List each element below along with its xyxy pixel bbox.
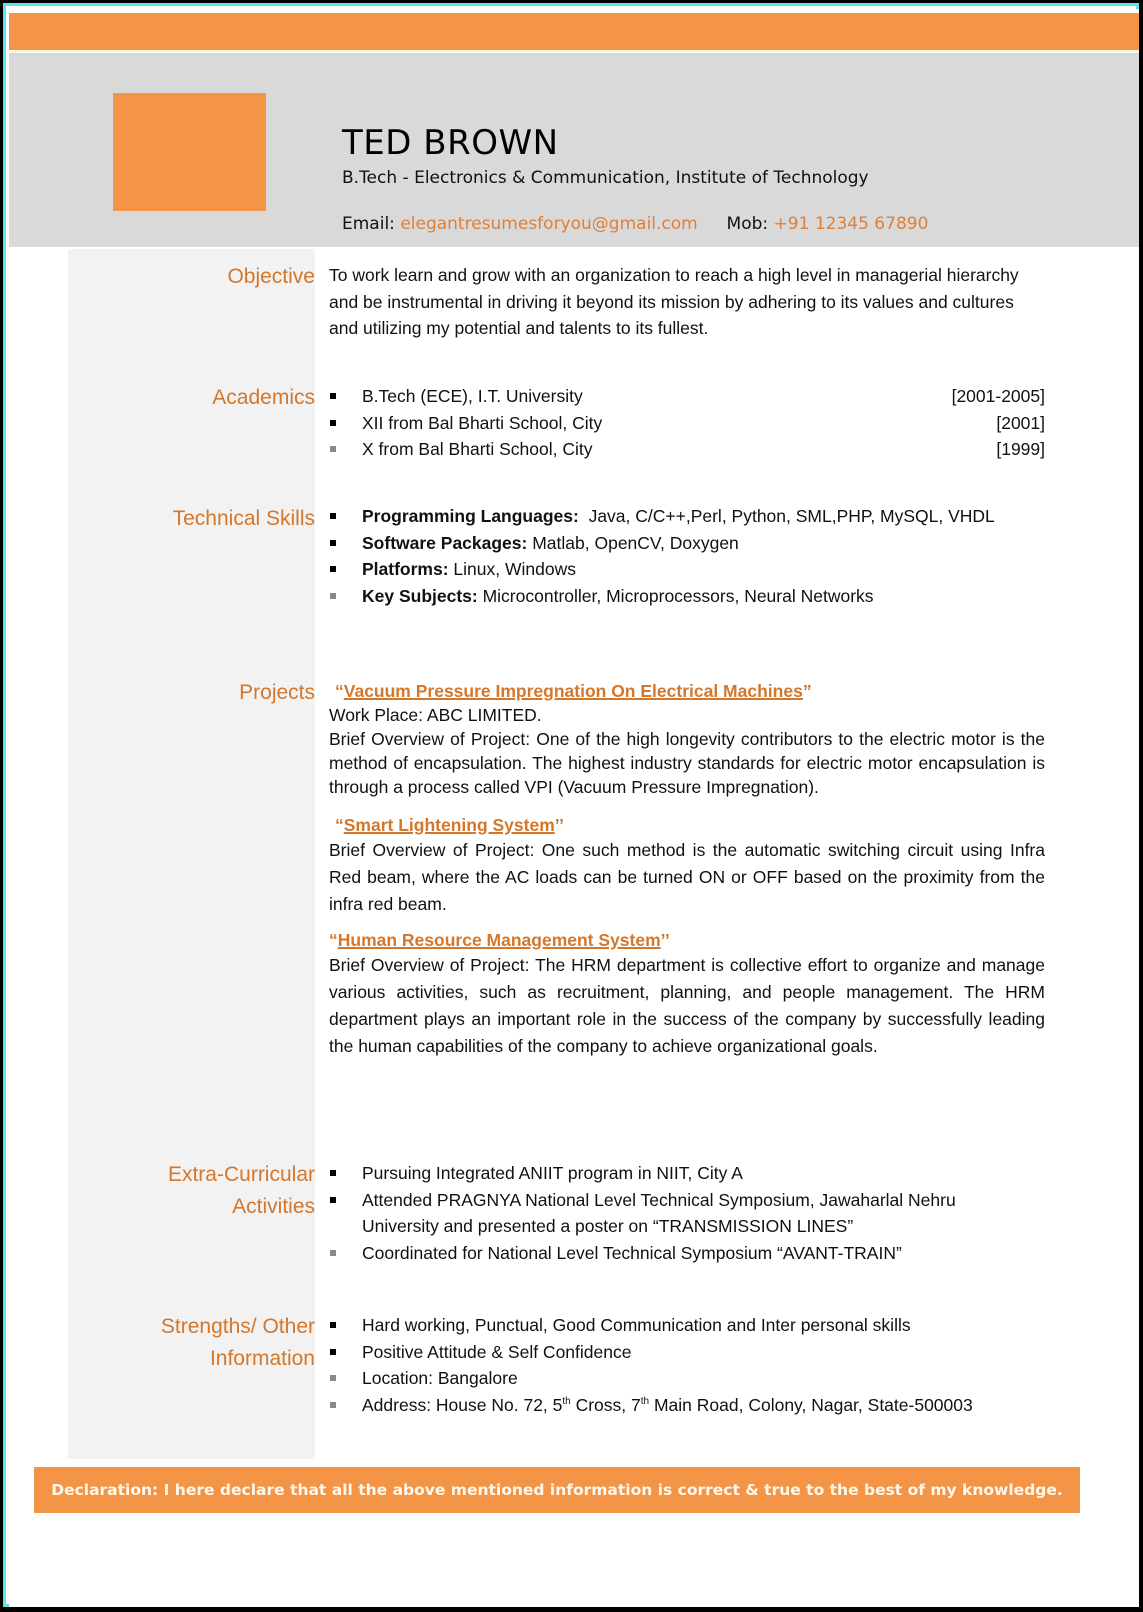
section-label-academics: Academics	[212, 386, 315, 409]
section-label-strengths: Strengths/ Other Information	[160, 1315, 315, 1370]
projects-block	[329, 679, 1045, 1060]
year: [2001-2005]	[951, 386, 1045, 406]
project-title-link[interactable]: Smart Lightening System	[343, 815, 555, 835]
section-label-objective: Objective	[227, 265, 315, 288]
project-title-link[interactable]: Vacuum Pressure Impregnation On Electrical Machines	[343, 681, 803, 701]
objective-text: To work learn and grow with an organization to reach a high level in managerial hierarchy and be instrumental in driving it beyond its mission by adhering to its values and cultures and utilizing my potential and talents to its fullest.	[329, 265, 1019, 338]
resume-header	[9, 53, 1139, 247]
list-item: Pursuing Integrated ANIIT program in NIIT, City A	[329, 1160, 1045, 1187]
strengths-list	[329, 1312, 1045, 1418]
page-frame	[3, 3, 1139, 1607]
list-item: Hard working, Punctual, Good Communication and Inter personal skills	[329, 1312, 1045, 1339]
section-label-projects: Projects	[239, 681, 315, 704]
list-item-address: Address: House No. 72, 5th Cross, 7th Main Road, Colony, Nagar, State-500003	[329, 1392, 1045, 1419]
project-title: “Vacuum Pressure Impregnation On Electrical Machines”	[335, 681, 812, 701]
project-title-link[interactable]: Human Resource Management System	[337, 930, 661, 950]
list-item: Attended PRAGNYA National Level Technical Symposium, Jawaharlal Nehru University and presented a poster on “TRANSMISSION LINES”	[329, 1187, 1045, 1240]
email-label: Email:	[342, 214, 395, 234]
photo-placeholder	[113, 93, 266, 211]
list-item: Key Subjects: Microcontroller, Microprocessors, Neural Networks	[329, 583, 1045, 610]
list-item: Programming Languages: Java, C/C++,Perl, Python, SML,PHP, MySQL, VHDL	[329, 503, 1045, 530]
declaration-bar: Declaration: I here declare that all the above mentioned information is correct & true to the best of my knowledge.	[34, 1467, 1080, 1513]
candidate-degree: B.Tech - Electronics & Communication, Institute of Technology	[342, 168, 869, 188]
list-item: XII from Bal Bharti School, City [2001]	[329, 410, 1045, 437]
email-link[interactable]: elegantresumesforyou@gmail.com	[400, 214, 698, 234]
list-item: Coordinated for National Level Technical Symposium “AVANT-TRAIN”	[329, 1240, 1045, 1267]
candidate-name: TED BROWN	[342, 123, 559, 163]
list-item: Positive Attitude & Self Confidence	[329, 1339, 1045, 1366]
list-item: Location: Bangalore	[329, 1365, 1045, 1392]
list-item: B.Tech (ECE), I.T. University [2001-2005]	[329, 383, 1045, 410]
year: [1999]	[996, 439, 1045, 459]
project-overview: Brief Overview of Project: One such method is the automatic switching circuit using Infra Red beam, where the AC loads can be turned ON or OFF based on the proximity from the infra red beam.	[329, 840, 1045, 914]
contact-line	[342, 214, 928, 234]
list-item: Software Packages: Matlab, OpenCV, Doxygen	[329, 530, 1045, 557]
mobile-label: Mob:	[726, 214, 769, 234]
extracurricular-list	[329, 1160, 1045, 1266]
resume-page	[9, 9, 1139, 1607]
section-label-technical-skills: Technical Skills	[172, 507, 315, 530]
mobile-number: +91 12345 67890	[773, 214, 929, 234]
project-overview: Brief Overview of Project: One of the high longevity contributors to the electric motor is the method of encapsulation. The highest industry standards for electric motor encapsulation is through a process called VPI (Vacuum Pressure Impregnation).	[329, 729, 1045, 797]
section-label-column	[68, 249, 315, 1459]
project-overview: Brief Overview of Project: The HRM department is collective effort to organize and manage various activities, such as recruitment, planning, and people management. The HRM department plays an important role in the success of the company by successfully leading the human capabilities of the company to achieve organizational goals.	[329, 955, 1045, 1056]
top-accent-bar	[9, 13, 1139, 50]
academics-list	[329, 383, 1045, 463]
project-workplace: Work Place: ABC LIMITED.	[329, 705, 542, 725]
skills-list	[329, 503, 1045, 609]
section-label-extracurricular: Extra-Curricular Activities	[167, 1163, 315, 1218]
year: [2001]	[996, 412, 1045, 433]
project-title: “Human Resource Management System’’	[329, 930, 670, 950]
list-item: Platforms: Linux, Windows	[329, 556, 1045, 583]
list-item: X from Bal Bharti School, City [1999]	[329, 436, 1045, 463]
project-title: “Smart Lightening System’’	[335, 815, 564, 835]
